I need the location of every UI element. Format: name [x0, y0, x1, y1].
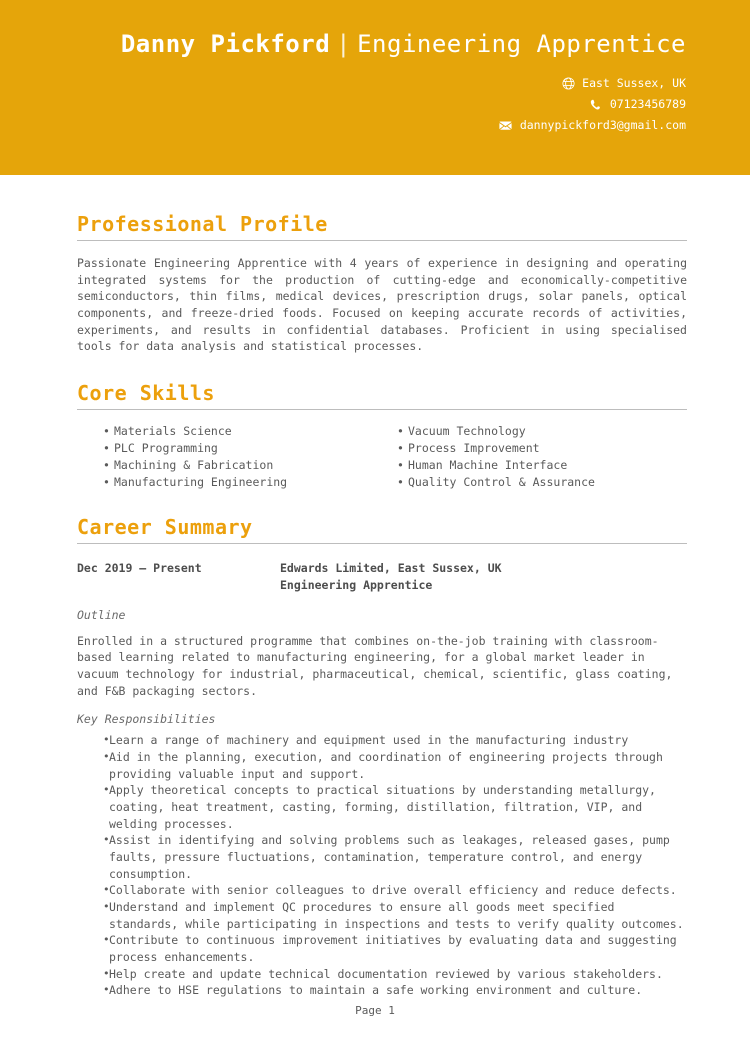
- section-career-summary: [77, 515, 687, 999]
- responsibility-text: Help create and update technical documentation reviewed by various stakeholders.: [109, 966, 663, 981]
- bullet-glyph: •: [103, 475, 110, 490]
- skills-column-right: [382, 423, 687, 491]
- bullet-glyph: •: [103, 749, 110, 763]
- contact-email-text: dannypickford3@gmail.com: [519, 118, 686, 133]
- list-item: [103, 457, 382, 474]
- section-core-skills: [77, 381, 687, 491]
- skill-label: Vacuum Technology: [408, 424, 526, 439]
- bullet-glyph: •: [397, 475, 404, 490]
- job-dates: Dec 2019 – Present: [77, 561, 202, 576]
- bullet-glyph: •: [103, 783, 110, 797]
- list-item: [397, 474, 687, 491]
- candidate-role: Engineering Apprentice: [357, 30, 686, 58]
- name-and-role: [121, 30, 686, 59]
- responsibility-text: Collaborate with senior colleagues to drive overall efficiency and reduce defects.: [109, 883, 677, 898]
- list-item: [77, 782, 687, 832]
- list-item: [77, 882, 687, 899]
- list-item: [103, 423, 382, 440]
- list-item: [103, 440, 382, 457]
- list-item: [77, 899, 687, 932]
- skill-label: Materials Science: [114, 424, 232, 439]
- section-title-skills: Core Skills: [77, 381, 687, 410]
- skill-label: PLC Programming: [114, 441, 218, 456]
- section-title-career: Career Summary: [77, 515, 687, 544]
- job-employer-block: [280, 560, 687, 595]
- page-footer: Page 1: [355, 1004, 395, 1017]
- bullet-glyph: •: [397, 441, 404, 456]
- list-item: [397, 423, 687, 440]
- bullet-glyph: •: [103, 883, 110, 897]
- responsibility-text: Understand and implement QC procedures to ensure all goods meet specified standards, while participating in inspections and tests to verify quality outcomes.: [109, 900, 684, 931]
- skill-label: Machining & Fabrication: [114, 458, 274, 473]
- outline-label: Outline: [77, 607, 126, 622]
- responsibilities-label: Key Responsibilities: [77, 712, 216, 727]
- skill-label: Manufacturing Engineering: [114, 475, 288, 490]
- skills-column-left: [77, 423, 382, 491]
- contact-details: [499, 75, 686, 135]
- responsibility-text: Adhere to HSE regulations to maintain a safe working environment and culture.: [109, 983, 643, 998]
- profile-paragraph: Passionate Engineering Apprentice with 4 years of experience in designing and operating integrated systems for the production of cutting-edge and economically-competitive semiconductors, thin films, medical devices, prescription drugs, solar panels, optical components, and freeze-dried foods. Focused on keeping accurate records of activities, experiments, and results in confidential databases. Proficient in using specialised tools for data analysis and statistical processes.: [77, 256, 687, 354]
- contact-phone: [589, 96, 686, 113]
- contact-location: [561, 75, 686, 92]
- list-item: [77, 832, 687, 882]
- envelope-icon: [499, 119, 513, 133]
- bullet-glyph: •: [103, 458, 110, 473]
- outline-paragraph: Enrolled in a structured programme that combines on-the-job training with classroom-based learning related to manufacturing engineering, for a global market leader in vacuum technology for industrial, pharmaceutical, chemical, scientific, glass coating, and F&B packaging sectors.: [77, 633, 673, 698]
- name-role-separator: |: [336, 30, 352, 58]
- bullet-glyph: •: [397, 458, 404, 473]
- job-company: Edwards Limited, East Sussex, UK: [280, 561, 502, 576]
- bullet-glyph: •: [103, 900, 110, 913]
- responsibility-text: Assist in identifying and solving problems such as leakages, released gases, pump faults, pressure fluctuations, contamination, temperature control, and energy consumption.: [109, 833, 670, 881]
- contact-location-text: East Sussex, UK: [582, 75, 686, 90]
- responsibilities-list: [77, 732, 687, 999]
- list-item: [397, 440, 687, 457]
- bullet-glyph: •: [103, 833, 110, 847]
- list-item: [77, 732, 687, 749]
- skill-label: Quality Control & Assurance: [408, 475, 595, 490]
- globe-icon: [561, 76, 575, 90]
- bullet-glyph: •: [103, 441, 110, 456]
- list-item: [77, 966, 687, 983]
- section-title-profile: Professional Profile: [77, 212, 687, 241]
- responsibility-text: Apply theoretical concepts to practical situations by understanding metallurgy, coating, heat treatment, casting, forming, distillation, filtration, VIP, and welding processes.: [109, 783, 656, 831]
- list-item: [77, 932, 687, 965]
- skill-label: Human Machine Interface: [408, 458, 568, 473]
- contact-phone-text: 07123456789: [609, 97, 686, 112]
- list-item: [77, 982, 687, 999]
- contact-email: [499, 117, 686, 134]
- skills-columns: [77, 423, 687, 491]
- job-header: [77, 560, 687, 595]
- list-item: [397, 457, 687, 474]
- list-item: [77, 749, 687, 782]
- bullet-glyph: •: [103, 966, 110, 980]
- resume-header: [0, 0, 750, 175]
- phone-icon: [589, 98, 603, 112]
- bullet-glyph: •: [397, 424, 404, 439]
- resume-body: [0, 212, 750, 999]
- bullet-glyph: •: [103, 933, 110, 947]
- bullet-glyph: •: [103, 983, 110, 997]
- responsibility-text: Aid in the planning, execution, and coordination of engineering projects through providing valuable input and support.: [109, 749, 663, 781]
- responsibility-text: Contribute to continuous improvement initiatives by evaluating data and suggesting process enhancements.: [109, 933, 677, 965]
- candidate-name: Danny Pickford: [120, 30, 331, 58]
- job-position: Engineering Apprentice: [280, 578, 433, 593]
- list-item: [103, 474, 382, 491]
- section-professional-profile: [77, 212, 687, 355]
- bullet-glyph: •: [103, 424, 110, 439]
- skill-label: Process Improvement: [408, 441, 540, 456]
- bullet-glyph: •: [103, 733, 110, 747]
- responsibility-text: Learn a range of machinery and equipment used in the manufacturing industry: [109, 733, 629, 748]
